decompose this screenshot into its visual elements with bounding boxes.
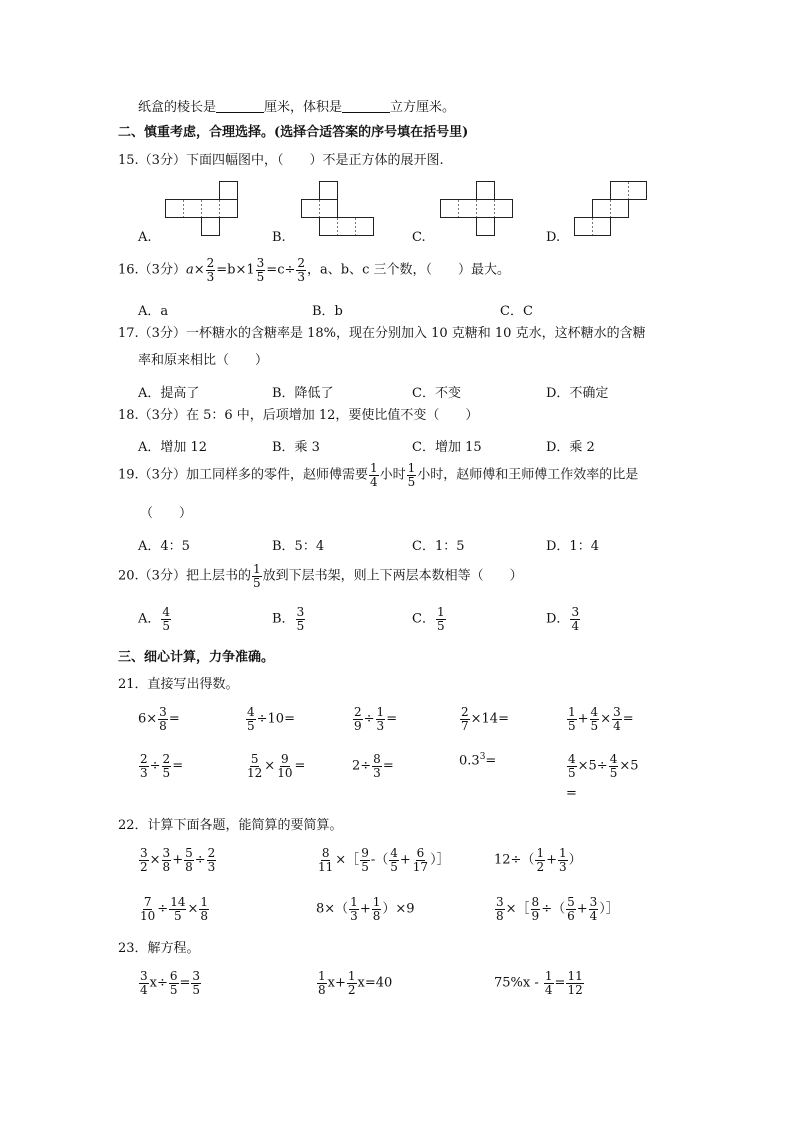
- option-c[interactable]: C． $\frac{1}{5}$: [412, 605, 445, 633]
- fraction: $\frac{1}{5}$: [252, 562, 261, 590]
- question-19: [118, 462, 638, 488]
- answer-blank[interactable]: [342, 100, 390, 113]
- option-d[interactable]: D.: [546, 230, 561, 245]
- expression: $\frac{2}{3}$ ÷ $\frac{2}{5}$ =: [140, 752, 184, 780]
- cube-net-d: [574, 181, 650, 237]
- expression: 8×（ $\frac{1}{3}$ + $\frac{1}{8}$ ）×9: [316, 895, 415, 923]
- option-b[interactable]: B．b: [312, 304, 343, 319]
- q19-prefix: 19.（3分）加工同样多的零件，赵师傅需要: [118, 467, 368, 483]
- option-c[interactable]: C．1：5: [412, 539, 465, 554]
- cube-net-b: [301, 181, 377, 237]
- fraction: $\frac{4}{5}$: [162, 605, 171, 633]
- expression: $\frac{5}{12}$ × $\frac{9}{10}$ =: [247, 752, 306, 780]
- answer-paren[interactable]: （ ）: [140, 506, 193, 521]
- q16-suffix: ，a、b、c 三个数，（ ）最大。: [307, 262, 511, 278]
- top-line-mid: 厘米，体积是: [264, 100, 343, 115]
- cube-net-c: [440, 181, 516, 237]
- option-a[interactable]: A．提高了: [138, 386, 200, 401]
- option-b[interactable]: B．5：4: [272, 539, 325, 554]
- fraction: $\frac{3}{5}$: [296, 605, 305, 633]
- top-line-prefix: 纸盒的棱长是: [138, 100, 217, 115]
- q20-suffix: 放到下层书架，则上下两层本数相等（ ）: [262, 568, 523, 584]
- expression: $\frac{1}{5}$ + $\frac{4}{5}$ × $\frac{3}{4}$ =: [568, 705, 634, 733]
- equation: 75%x - $\frac{1}{4}$ = $\frac{11}{12}$: [494, 969, 583, 997]
- question-20: [118, 563, 523, 589]
- option-d[interactable]: D．乘 2: [546, 440, 595, 455]
- option-c[interactable]: C.: [412, 230, 426, 245]
- option-a[interactable]: A．4：5: [138, 539, 190, 554]
- option-a[interactable]: A.: [138, 230, 152, 245]
- option-a[interactable]: A． $\frac{4}{5}$: [138, 605, 171, 633]
- question-18: 18.（3分）在 5：6 中，后项增加 12，要使比值不变（ ）: [118, 408, 479, 423]
- fraction: $\frac{1}{5}$: [407, 461, 416, 489]
- fraction: $\frac{1}{4}$: [369, 461, 378, 489]
- question-17-cont: 率和原来相比（ ）: [138, 353, 269, 368]
- answer-blank[interactable]: [216, 100, 264, 113]
- top-line-suffix: 立方厘米。: [390, 100, 456, 115]
- q20-prefix: 20.（3分）把上层书的: [118, 568, 251, 584]
- fraction: $\frac{2}{3}$: [206, 256, 215, 284]
- expression: 2÷ $\frac{8}{3}$ =: [352, 752, 394, 780]
- fraction: $\frac{3}{5}$: [256, 256, 265, 284]
- option-a[interactable]: A．a: [138, 304, 169, 319]
- option-b[interactable]: B．乘 3: [272, 440, 320, 455]
- option-b[interactable]: B.: [272, 230, 286, 245]
- expression: $\frac{4}{5}$ ÷10=: [247, 705, 295, 733]
- q16-int: 1: [246, 262, 255, 278]
- expression: $\frac{4}{5}$ ×5÷ $\frac{4}{5}$ ×5: [568, 752, 639, 780]
- question-16: [118, 257, 510, 283]
- equation: $\frac{3}{4}$ x÷ $\frac{6}{5}$ = $\frac{3}{5}$: [140, 969, 201, 997]
- question-22: 22．计算下面各题，能简算的要简算。: [118, 818, 343, 833]
- q16-op: =c÷: [266, 262, 296, 278]
- option-b[interactable]: B．降低了: [272, 386, 334, 401]
- section-title: 三、细心计算，力争准确。: [118, 650, 275, 665]
- option-d[interactable]: D．1：4: [546, 539, 599, 554]
- section-title: 二、慎重考虑，合理选择。(选择合适答案的序号填在括号里): [118, 125, 469, 140]
- expression: $\frac{8}{11}$ ×［ $\frac{9}{5}$ -（ $\frac{4}{5}$ + $\frac{6}{17}$ ）］: [318, 846, 450, 874]
- fraction: $\frac{1}{5}$: [436, 605, 445, 633]
- option-c[interactable]: C．增加 15: [412, 440, 482, 455]
- option-b[interactable]: B． $\frac{3}{5}$: [272, 605, 305, 633]
- top-line: [138, 100, 455, 114]
- question-15: 15.（3分）下面四幅图中，（ ）不是正方体的展开图.: [118, 153, 444, 168]
- option-a[interactable]: A．增加 12: [138, 440, 208, 455]
- expression: $\frac{7}{10}$ ÷ $\frac{14}{5}$ × $\frac{1}{8}$: [140, 895, 209, 923]
- equals-sign: =: [566, 786, 577, 801]
- q16-op: =b×: [216, 262, 247, 278]
- option-c[interactable]: C．不变: [412, 386, 461, 401]
- expression: $\frac{2}{7}$ ×14=: [461, 705, 509, 733]
- expression: 12÷（ $\frac{1}{2}$ + $\frac{1}{3}$ ）: [494, 846, 582, 874]
- option-c[interactable]: C．C: [500, 304, 533, 319]
- q16-prefix: 16.（3分）: [118, 262, 186, 278]
- question-23: 23．解方程。: [118, 941, 200, 956]
- fraction: $\frac{2}{3}$: [297, 256, 306, 284]
- option-d[interactable]: D．不确定: [546, 386, 609, 401]
- cube-net-a: [165, 181, 241, 237]
- expression: 6× $\frac{3}{8}$ =: [138, 705, 180, 733]
- expression: $0.3^3=$: [459, 752, 497, 769]
- q19-mid: 小时: [379, 467, 406, 483]
- q19-suffix: 小时，赵师傅和王师傅工作效率的比是: [417, 467, 639, 483]
- expression: $\frac{3}{2}$ × $\frac{3}{8}$ + $\frac{5}{8}$ ÷ $\frac{2}{3}$: [140, 846, 216, 874]
- q16-var: a: [185, 262, 194, 278]
- equation: $\frac{1}{8}$ x+ $\frac{1}{2}$ x=40: [318, 969, 393, 997]
- option-d[interactable]: D． $\frac{3}{4}$: [546, 605, 580, 633]
- q16-op: ×: [193, 262, 205, 278]
- fraction: $\frac{3}{4}$: [571, 605, 580, 633]
- expression: $\frac{2}{9}$ ÷ $\frac{1}{3}$ =: [354, 705, 398, 733]
- question-21: 21．直接写出得数。: [118, 677, 239, 692]
- expression: $\frac{3}{8}$ ×［ $\frac{8}{9}$ ÷（ $\frac{5}{6}$ + $\frac{3}{4}$ ）］: [496, 895, 619, 923]
- question-17: 17.（3分）一杯糖水的含糖率是 18%，现在分别加入 10 克糖和 10 克水，这杯糖水的含糖: [118, 326, 646, 341]
